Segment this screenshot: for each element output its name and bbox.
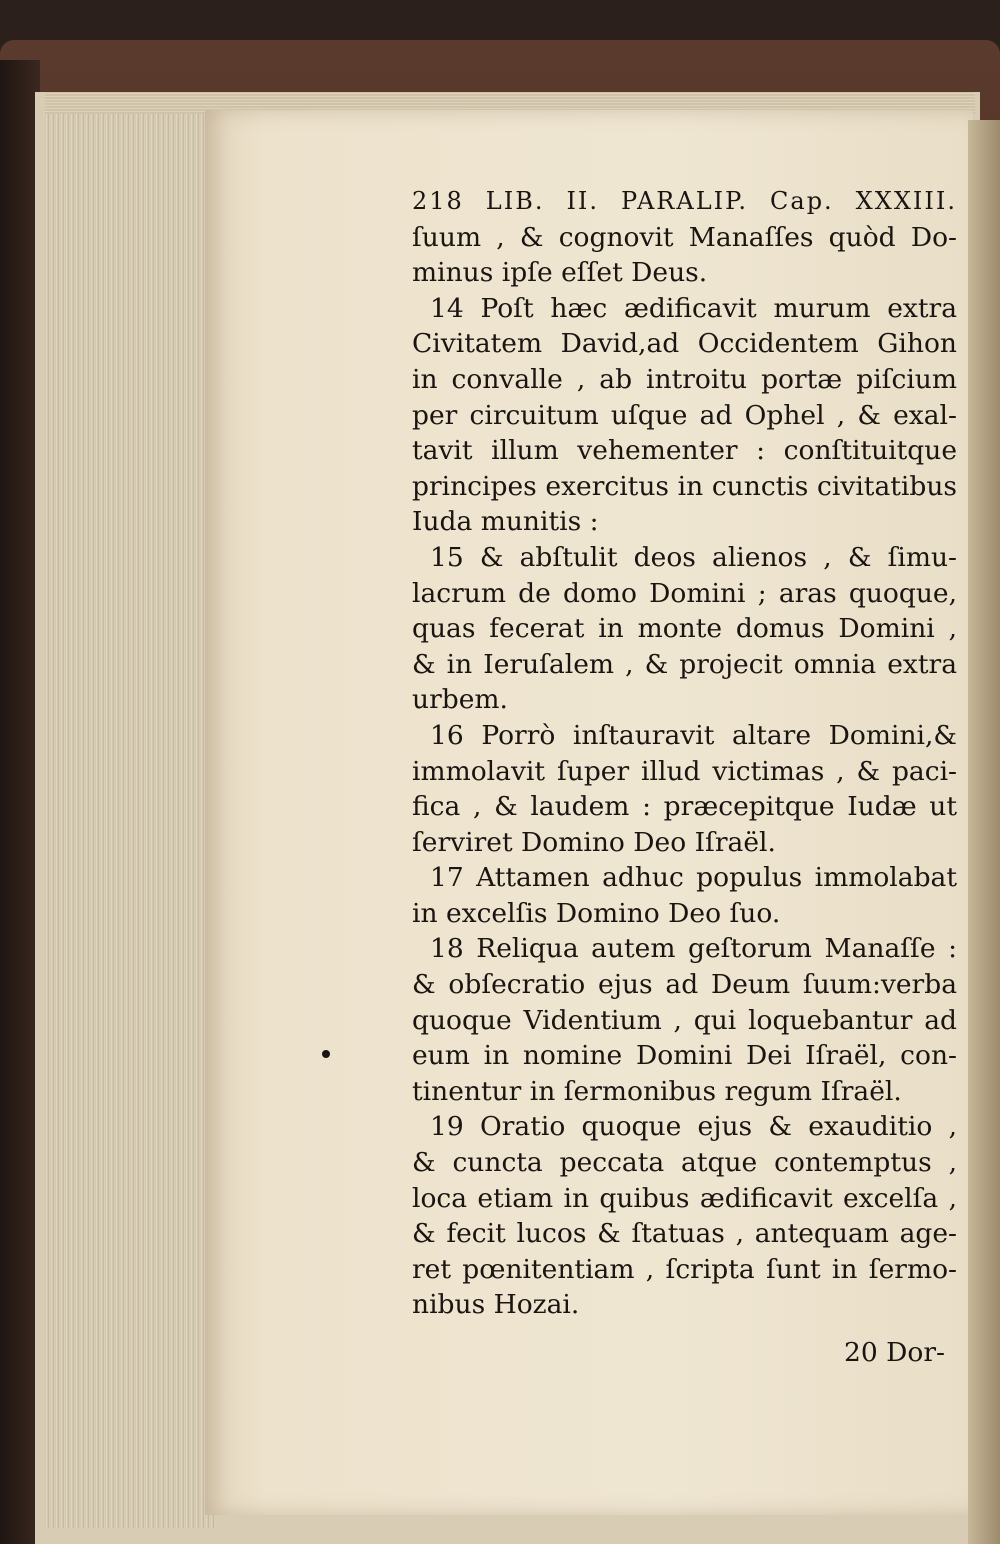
page-text	[412, 184, 957, 1371]
book-spine	[0, 60, 40, 1544]
text-line: fica , & laudem : præcepitque Iudæ ut	[412, 791, 957, 823]
text-line: ret pœnitentiam , ſcripta ſunt in ſermo-	[412, 1253, 957, 1285]
text-line: eum in nomine Domini Dei Iſraël, con-	[412, 1040, 957, 1072]
text-line: nibus Hozai.	[412, 1289, 580, 1321]
text-line: & in Ieruſalem , & projecit omnia extra	[412, 648, 957, 680]
text-line: in convalle , ab introitu portæ piſcium	[412, 363, 957, 395]
text-line: tavit illum vehementer : conſtituitque	[412, 435, 957, 467]
text-line: 14 Poſt hæc ædificavit murum extra	[430, 292, 957, 324]
page-right-edge	[968, 120, 1000, 1544]
text-line: immolavit ſuper illud victimas , & paci-	[412, 755, 957, 787]
text-line: Civitatem David,ad Occidentem Gihon	[412, 328, 957, 360]
text-line: & fecit lucos & ſtatuas , antequam age-	[412, 1218, 957, 1250]
catchword: 20 Dor-	[844, 1337, 945, 1368]
text-line: 16 Porrò inſtauravit altare Domini,&	[430, 719, 957, 751]
text-line: quoque Videntium , qui loquebantur ad	[412, 1004, 957, 1036]
page-edges	[45, 108, 215, 1528]
text-line: 17 Attamen adhuc populus immolabat	[430, 862, 957, 894]
text-line: minus ipſe eſſet Deus.	[412, 257, 708, 289]
text-line: in excelſis Domino Deo ſuo.	[412, 897, 781, 929]
text-line: & obſecratio ejus ad Deum ſuum:verba	[412, 969, 957, 1001]
ink-dot	[322, 1050, 330, 1058]
text-line: & cuncta peccata atque contemptus ,	[412, 1147, 957, 1179]
text-line: lacrum de domo Domini ; aras quoque,	[412, 577, 957, 609]
text-line: 19 Oratio quoque ejus & exauditio ,	[430, 1111, 957, 1143]
running-head: 218 LIB. II. PARALIP. Cap. XXXIII.	[412, 187, 957, 215]
text-line: Iuda munitis :	[412, 506, 599, 538]
text-line: ſuum , & cognovit Manaſſes quòd Do-	[412, 221, 957, 253]
text-line: ſerviret Domino Deo Iſraël.	[412, 826, 776, 858]
text-line: loca etiam in quibus ædificavit excelſa ,	[412, 1182, 957, 1214]
text-line: principes exercitus in cunctis civitatibus	[412, 470, 957, 502]
text-line: 15 & abſtulit deos alienos , & ſimu-	[430, 541, 957, 573]
text-line: quas fecerat in monte domus Domini ,	[412, 613, 957, 645]
text-line: per circuitum uſque ad Ophel , & exal-	[412, 399, 957, 431]
text-line: urbem.	[412, 684, 508, 716]
text-line: 18 Reliqua autem geſtorum Manaſſe :	[430, 933, 957, 965]
text-line: tinentur in ſermonibus regum Iſraël.	[412, 1075, 902, 1107]
